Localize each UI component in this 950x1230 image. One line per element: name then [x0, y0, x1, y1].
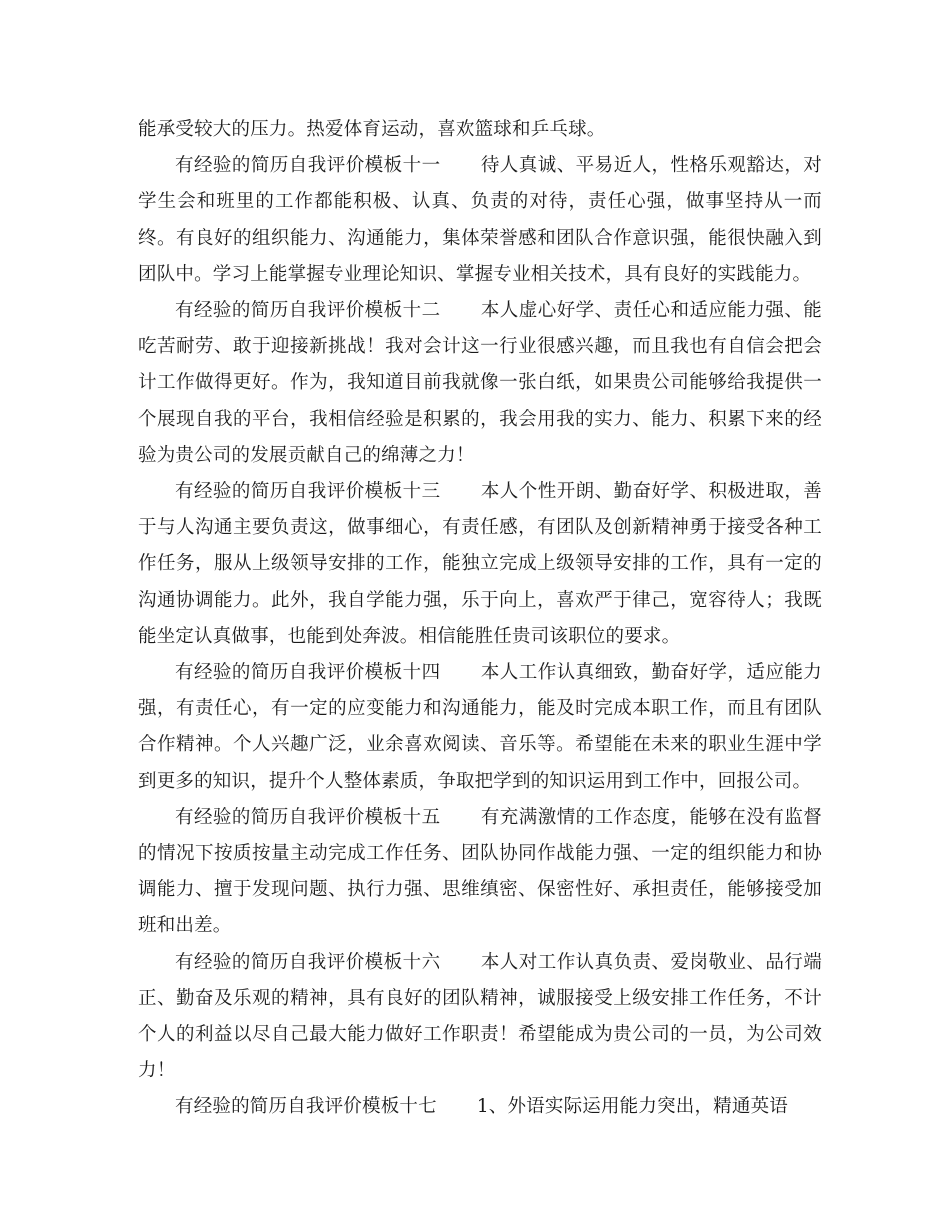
paragraph-template-12: [138, 293, 822, 474]
paragraph-body: 本人虚心好学、责任心和适应能力强、能吃苦耐劳、敢于迎接新挑战！我对会计这一行业很感兴趣，而且我也有自信会把会计工作做得更好。作为，我知道目前我就像一张白纸，如果贵公司能够给我提供一个展现自我的平台，我相信经验是积累的，我会用我的实力、能力、积累下来的经验为贵公司的发展贡献自己的绵薄之力！: [138, 300, 822, 466]
paragraph-template-17: [138, 1089, 822, 1125]
paragraph-heading: 有经验的简历自我评价模板十一: [175, 155, 441, 177]
paragraph-heading: 有经验的简历自我评价模板十四: [175, 662, 441, 684]
paragraph-template-13: [138, 474, 822, 655]
paragraph-body: 待人真诚、平易近人，性格乐观豁达，对学生会和班里的工作都能积极、认真、负责的对待，责任心强，做事坚持从一而终。有良好的组织能力、沟通能力，集体荣誉感和团队合作意识强，能很快融入到团队中。学习上能掌握专业理论知识、掌握专业相关技术，具有良好的实践能力。: [138, 155, 822, 285]
paragraph-template-11: [138, 148, 822, 293]
paragraph-body: 有充满激情的工作态度，能够在没有监督的情况下按质按量主动完成工作任务、团队协同作战能力强、一定的组织能力和协调能力、擅于发现问题、执行力强、思维缜密、保密性好、承担责任，能够接受加班和出差。: [138, 806, 822, 937]
paragraph-template-16: [138, 945, 822, 1090]
paragraph-heading: 有经验的简历自我评价模板十五: [175, 806, 441, 828]
paragraph-body: 本人工作认真细致，勤奋好学，适应能力强，有责任心，有一定的应变能力和沟通能力，能及时完成本职工作，而且有团队合作精神。个人兴趣广泛，业余喜欢阅读、音乐等。希望能在未来的职业生涯中学到更多的知识，提升个人整体素质，争取把学到的知识运用到工作中，回报公司。: [138, 662, 822, 792]
paragraph-body: 本人个性开朗、勤奋好学、积极进取，善于与人沟通主要负责这，做事细心，有责任感，有团队及创新精神勇于接受各种工作任务，服从上级领导安排的工作，能独立完成上级领导安排的工作，具有一定的沟通协调能力。此外，我自学能力强，乐于向上，喜欢严于律己，宽容待人；我既能坐定认真做事，也能到处奔波。相信能胜任贵司该职位的要求。: [138, 481, 822, 647]
document-body: [138, 112, 822, 1126]
paragraph-body: 1、外语实际运用能力突出，精通英语: [476, 1096, 788, 1118]
paragraph-template-14: [138, 655, 822, 800]
paragraph-body: 本人对工作认真负责、爱岗敬业、品行端正、勤奋及乐观的精神，具有良好的团队精神，诚服接受上级安排工作任务，不计个人的利益以尽自己最大能力做好工作职责！希望能成为贵公司的一员，为公司效力！: [138, 951, 822, 1082]
paragraph-template-15: [138, 800, 822, 945]
paragraph-body: 能承受较大的压力。热爱体育运动，喜欢篮球和乒乓球。: [138, 119, 606, 140]
paragraph-heading: 有经验的简历自我评价模板十七: [175, 1096, 437, 1118]
paragraph-continuation: [138, 112, 822, 148]
paragraph-heading: 有经验的简历自我评价模板十三: [175, 481, 441, 503]
paragraph-heading: 有经验的简历自我评价模板十六: [175, 951, 441, 973]
paragraph-heading: 有经验的简历自我评价模板十二: [175, 300, 441, 322]
